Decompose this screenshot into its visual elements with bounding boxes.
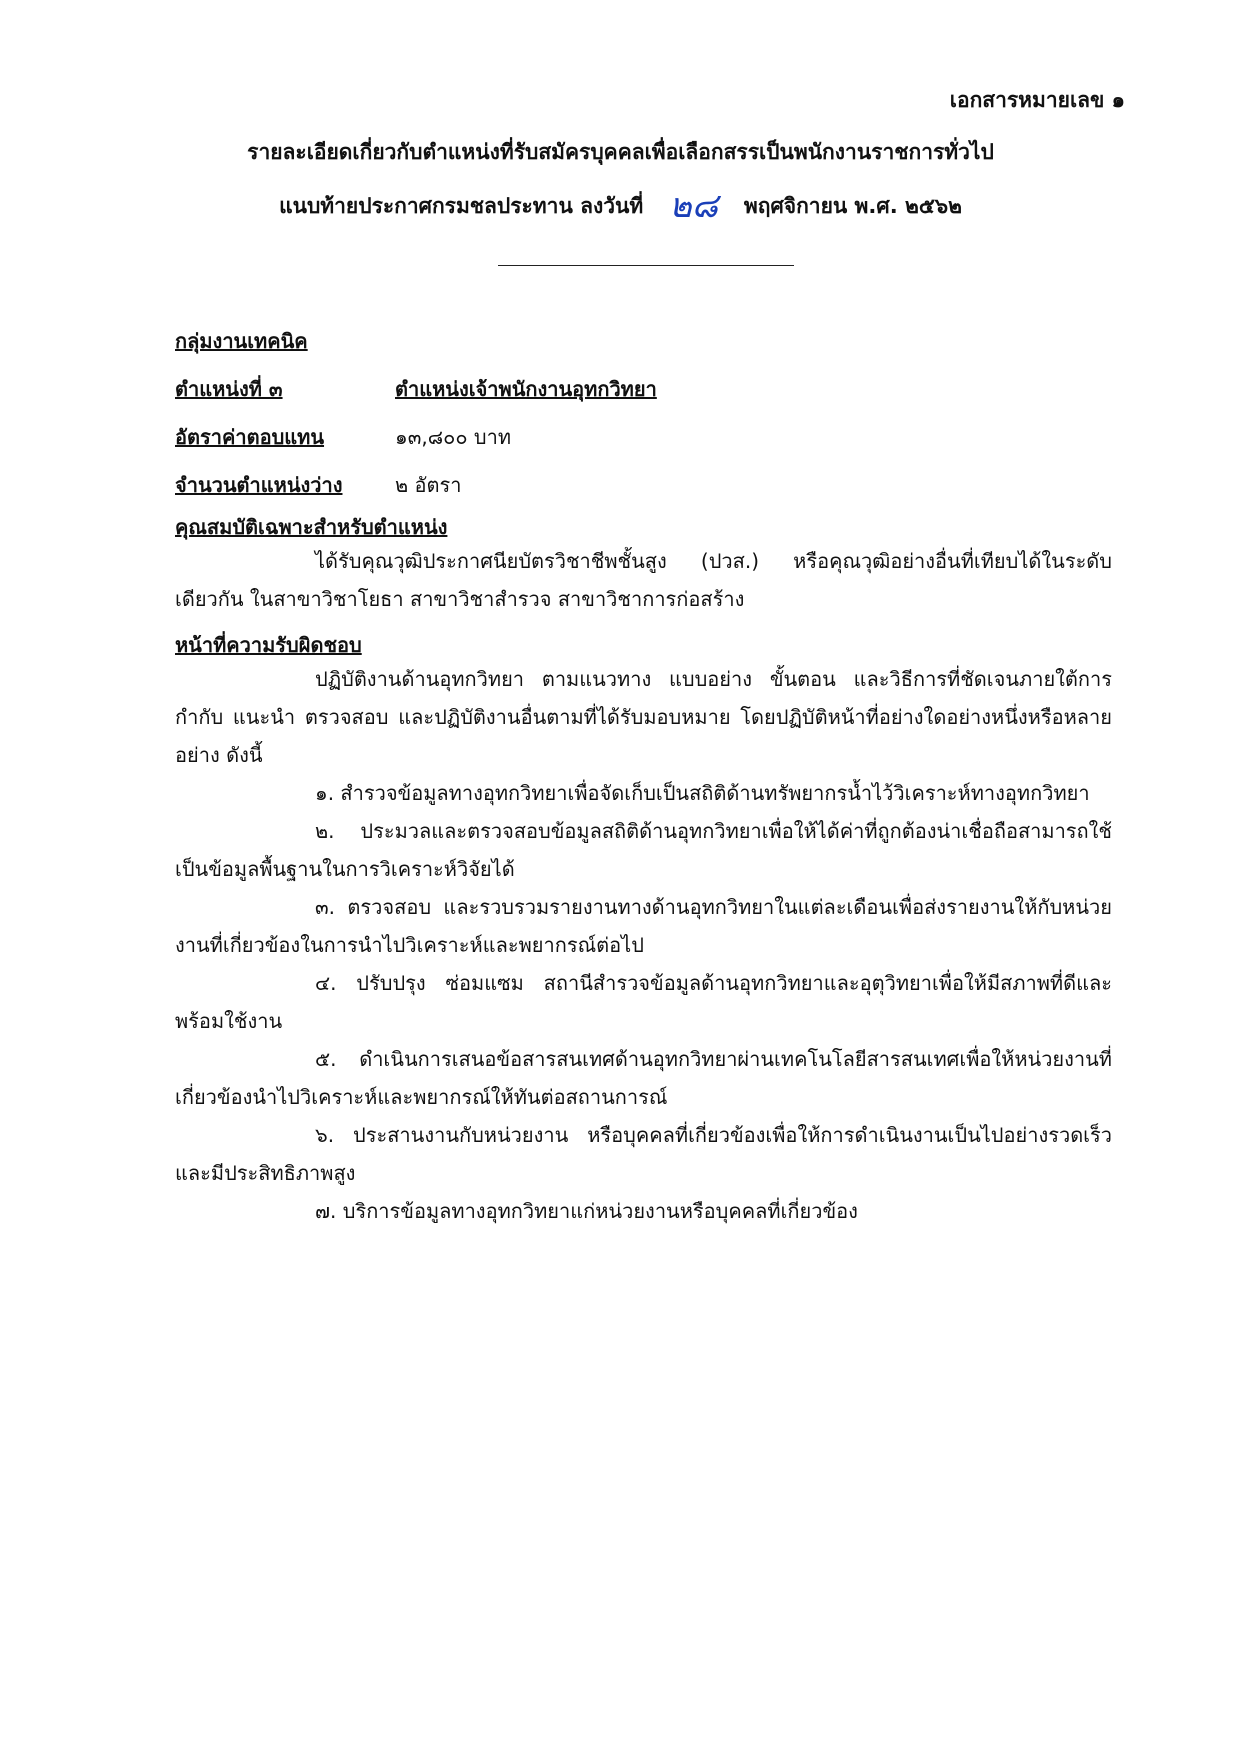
title-divider (498, 265, 794, 266)
salary-value: ๑๓,๘๐๐ บาท (395, 425, 512, 449)
duties-heading: หน้าที่ความรับผิดชอบ (175, 633, 362, 657)
duty-item: ๒. ประมวลและตรวจสอบข้อมูลสถิติด้านอุทกวิทยาเพื่อให้ได้ค่าที่ถูกต้องน่าเชื่อถือสามารถใช้เป็นข้อมูลพื้นฐานในการวิเคราะห์วิจัยได้ (175, 819, 1112, 881)
duty-item: ๖. ประสานงานกับหน่วยงาน หรือบุคคลที่เกี่ยวข้องเพื่อให้การดำเนินงานเป็นไปอย่างรวดเร็วและมีประสิทธิภาพสูง (175, 1123, 1112, 1185)
vacancy-value: ๒ อัตรา (395, 473, 462, 497)
vacancy-row (175, 470, 1112, 500)
position-value: ตำแหน่งเจ้าพนักงานอุทกวิทยา (395, 377, 657, 401)
document-number: เอกสารหมายเลข ๑ (949, 88, 1125, 112)
announcement-date-line (0, 186, 1241, 226)
duty-item: ๔. ปรับปรุง ซ่อมแซม สถานีสำรวจข้อมูลด้านอุทกวิทยาและอุตุวิทยาเพื่อให้มีสภาพที่ดีและพร้อมใช้งาน (175, 971, 1112, 1033)
position-label: ตำแหน่งที่ ๓ (175, 377, 283, 401)
duties-intro: ปฏิบัติงานด้านอุทกวิทยา ตามแนวทาง แบบอย่าง ขั้นตอน และวิธีการที่ชัดเจนภายใต้การกำกับ แนะนำ ตรวจสอบ และปฏิบัติงานอื่นตามที่ได้รับมอบหมาย โดยปฏิบัติหน้าที่อย่างใดอย่างหนึ่งหรือหลายอย่าง ดังนี้ (175, 667, 1112, 767)
duty-item: ๕. ดำเนินการเสนอข้อสารสนเทศด้านอุทกวิทยาผ่านเทคโนโลยีสารสนเทศเพื่อให้หน่วยงานที่เกี่ยวข้องนำไปวิเคราะห์และพยากรณ์ให้ทันต่อสถานการณ์ (175, 1047, 1112, 1109)
qualification-text: ได้รับคุณวุฒิประกาศนียบัตรวิชาชีพชั้นสูง (ปวส.) หรือคุณวุฒิอย่างอื่นที่เทียบได้ในระดับเดียวกัน ในสาขาวิชาโยธา สาขาวิชาสำรวจ สาขาวิชาการก่อสร้าง (175, 549, 1112, 611)
salary-row (175, 422, 1112, 452)
position-row (175, 374, 1112, 404)
document-body (175, 326, 1112, 1230)
salary-label: อัตราค่าตอบแทน (175, 425, 325, 449)
duty-item: ๓. ตรวจสอบ และรวบรวมรายงานทางด้านอุทกวิทยาในแต่ละเดือนเพื่อส่งรายงานให้กับหน่วยงานที่เกี่ยวข้องในการนำไปวิเคราะห์และพยากรณ์ต่อไป (175, 895, 1112, 957)
vacancy-label: จำนวนตำแหน่งว่าง (175, 473, 343, 497)
handwritten-day: ๒๘ (669, 186, 718, 226)
announcement-month-year: พฤศจิกายน พ.ศ. ๒๕๖๒ (743, 194, 962, 218)
duty-item: ๗. บริการข้อมูลทางอุทกวิทยาแก่หน่วยงานหรือบุคคลที่เกี่ยวข้อง (315, 1199, 858, 1223)
announcement-prefix: แนบท้ายประกาศกรมชลประทาน ลงวันที่ (279, 194, 644, 218)
group-heading: กลุ่มงานเทคนิค (175, 329, 308, 353)
duty-item: ๑. สำรวจข้อมูลทางอุทกวิทยาเพื่อจัดเก็บเป็นสถิติด้านทรัพยากรน้ำไว้วิเคราะห์ทางอุทกวิทยา (315, 781, 1090, 805)
qualification-heading: คุณสมบัติเฉพาะสำหรับตำแหน่ง (175, 515, 448, 539)
document-title: รายละเอียดเกี่ยวกับตำแหน่งที่รับสมัครบุคคลเพื่อเลือกสรรเป็นพนักงานราชการทั่วไป (247, 140, 994, 164)
title-block (0, 137, 1241, 226)
